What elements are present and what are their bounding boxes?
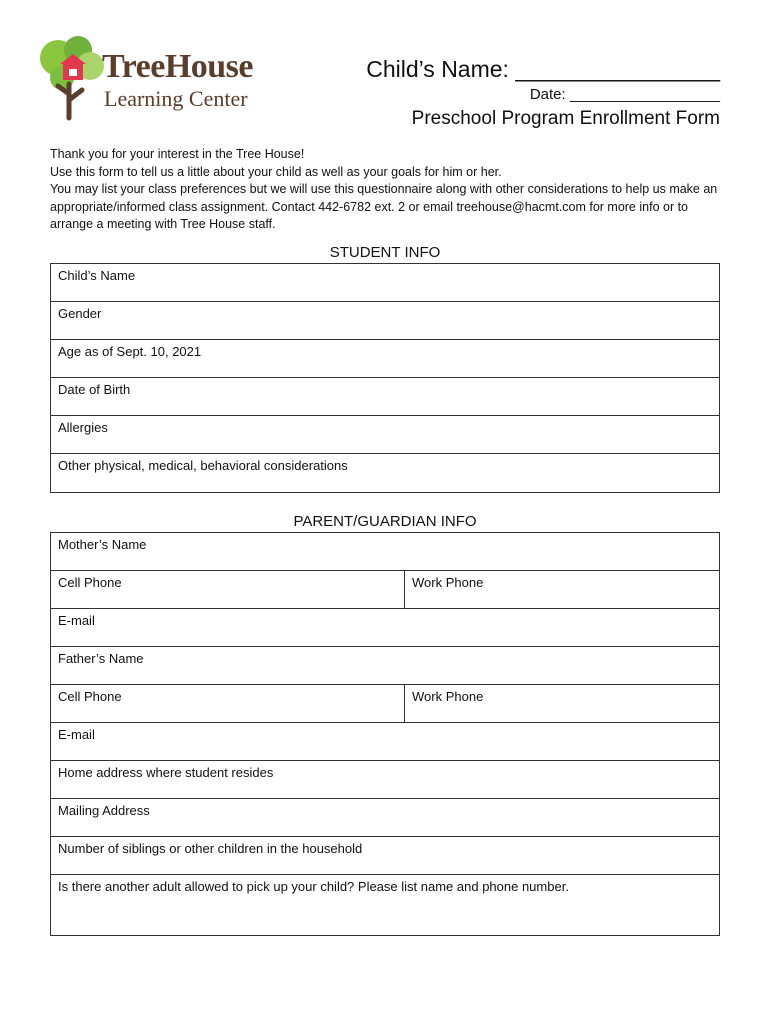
parent-row-pickup[interactable] [51,875,719,935]
intro-line: Use this form to tell us a little about your child as well as your goals for him or her. [50,164,502,179]
tree-icon [38,34,108,122]
field-label: Other physical, medical, behavioral considerations [58,458,348,473]
field-label: Gender [58,306,102,321]
field-label: E-mail [58,727,95,742]
parent-row-father-name[interactable] [51,647,719,685]
student-row-gender[interactable] [51,302,719,340]
field-label: Is there another adult allowed to pick up your child? Please list name and phone number. [58,879,569,894]
field-label: Child’s Name [58,268,136,283]
intro-line: You may list your class preferences but we will use this questionnaire along with other considerations to help us make an appropriate/informed class assignment. Contact 442-6782 ext. 2 or email treehouse@hacmt.com for more info or to arrange a meeting with Tree House staff. [50,182,718,232]
logo-subtitle: Learning Center [104,86,248,111]
field-label: Allergies [58,420,108,435]
field-label: Age as of Sept. 10, 2021 [58,344,202,359]
header-date: Date: __________________ [529,86,720,103]
student-row-other-considerations[interactable] [51,454,719,492]
student-row-age[interactable] [51,340,719,378]
field-label: Mailing Address [58,803,150,818]
header-child-name: Child’s Name: ________________ [366,56,720,82]
father-cell-phone-field[interactable]: Cell Phone [51,685,405,722]
mother-work-phone-field[interactable]: Work Phone [412,575,484,590]
intro-line: Thank you for your interest in the Tree House! [50,147,305,161]
parent-row-mother-name[interactable] [51,533,719,571]
parent-row-father-phones [51,685,719,723]
form-title: Preschool Program Enrollment Form [411,108,720,129]
parent-info-table [50,532,720,936]
logo-title: TreeHouse [102,48,253,85]
field-label: Number of siblings or other children in the household [58,841,363,856]
field-label: E-mail [58,613,95,628]
field-label: Father’s Name [58,651,144,666]
parent-info-title: PARENT/GUARDIAN INFO [293,513,477,530]
parent-row-mailing-address[interactable] [51,799,719,837]
field-label: Date of Birth [58,382,131,397]
parent-row-mother-phones [51,571,719,609]
parent-row-mother-email[interactable] [51,609,719,647]
parent-row-father-email[interactable] [51,723,719,761]
student-row-allergies[interactable] [51,416,719,454]
student-row-dob[interactable] [51,378,719,416]
intro-text [50,146,730,234]
parent-row-siblings[interactable] [51,837,719,875]
student-row-child-name[interactable] [51,264,719,302]
father-work-phone-field[interactable]: Work Phone [412,689,484,704]
mother-cell-phone-field[interactable]: Cell Phone [51,571,405,608]
parent-row-home-address[interactable] [51,761,719,799]
field-label: Home address where student resides [58,765,274,780]
student-info-table [50,263,720,493]
student-info-title: STUDENT INFO [329,244,441,261]
field-label: Mother’s Name [58,537,147,552]
